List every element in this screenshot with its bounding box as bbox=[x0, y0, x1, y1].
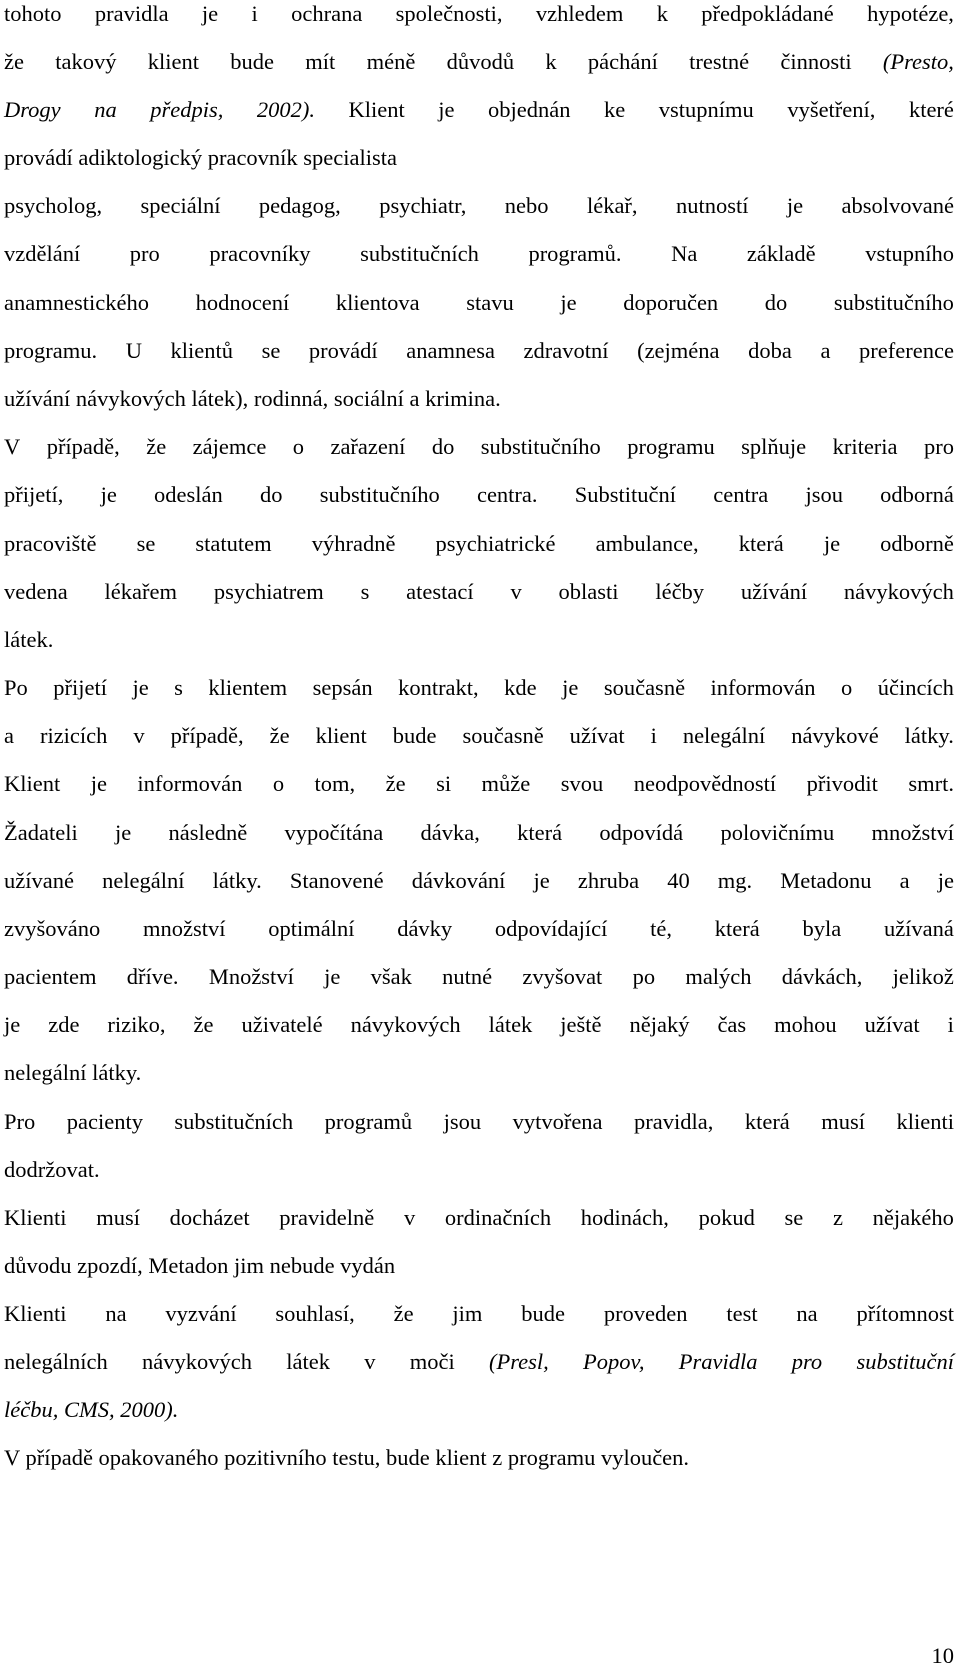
line-text: užívání návykových látek), rodinná, sociální a krimina. bbox=[4, 386, 501, 411]
citation-word: Popov, bbox=[583, 1349, 645, 1374]
citation-word: pro bbox=[791, 1349, 823, 1374]
word: nelegální bbox=[682, 723, 766, 748]
word: jelikož bbox=[892, 964, 954, 989]
word: speciální bbox=[140, 193, 221, 218]
word: i bbox=[947, 1012, 954, 1037]
word: pracoviště bbox=[4, 531, 97, 556]
line-text: provádí adiktologický pracovník specialista bbox=[4, 145, 398, 170]
word: moči bbox=[409, 1349, 455, 1374]
word: užívaná bbox=[883, 916, 954, 941]
word: vstupního bbox=[865, 241, 954, 266]
word: jsou bbox=[443, 1109, 482, 1134]
word: čas bbox=[717, 1012, 747, 1037]
word: optimální bbox=[268, 916, 355, 941]
word: doba bbox=[748, 338, 792, 363]
word: po bbox=[632, 964, 656, 989]
word: v bbox=[510, 579, 522, 604]
text-line bbox=[4, 1300, 954, 1328]
word: tom, bbox=[314, 771, 356, 796]
word: je bbox=[132, 675, 149, 700]
word: která bbox=[738, 531, 784, 556]
word: množství bbox=[871, 820, 954, 845]
text-line bbox=[4, 1204, 954, 1232]
word: však bbox=[370, 964, 412, 989]
word: substitučních bbox=[360, 241, 479, 266]
word: centra bbox=[713, 482, 769, 507]
text-line bbox=[4, 770, 954, 798]
word: substitučních bbox=[174, 1109, 294, 1134]
text-line bbox=[4, 0, 954, 28]
text-line bbox=[4, 1252, 954, 1280]
word: nelegální bbox=[102, 868, 185, 893]
word: anamnesa bbox=[406, 338, 495, 363]
word: lékařem bbox=[104, 579, 177, 604]
citation-word: na bbox=[94, 97, 117, 122]
word: dávka, bbox=[420, 820, 480, 845]
text-line bbox=[4, 48, 954, 76]
word: důvodů bbox=[446, 49, 515, 74]
word: zájemce bbox=[192, 434, 267, 459]
word: klientů bbox=[170, 338, 234, 363]
word: předpokládané bbox=[701, 1, 834, 26]
word: méně bbox=[366, 49, 416, 74]
word: činnosti bbox=[780, 49, 852, 74]
word: psychiatr, bbox=[379, 193, 467, 218]
word: musí bbox=[821, 1109, 866, 1134]
word: Klienti bbox=[4, 1205, 67, 1230]
word: v bbox=[133, 723, 145, 748]
word: je bbox=[560, 290, 577, 315]
word: že bbox=[385, 771, 406, 796]
word: klientem bbox=[208, 675, 288, 700]
word: že bbox=[269, 723, 290, 748]
word: základě bbox=[746, 241, 816, 266]
word: a bbox=[899, 868, 910, 893]
word: přijetí, bbox=[4, 482, 64, 507]
word: programů bbox=[324, 1109, 413, 1134]
word: V bbox=[4, 434, 21, 459]
word: Klient bbox=[4, 771, 61, 796]
text-line bbox=[4, 289, 954, 317]
citation-word: předpis, bbox=[150, 97, 224, 122]
text-line bbox=[4, 1396, 954, 1424]
text-line bbox=[4, 433, 954, 461]
word: je bbox=[823, 531, 841, 556]
word: dávkách, bbox=[781, 964, 863, 989]
text-line bbox=[4, 963, 954, 991]
word: vzhledem bbox=[535, 1, 624, 26]
word: odborná bbox=[880, 482, 954, 507]
word: splňuje bbox=[741, 434, 807, 459]
word: případě, bbox=[46, 434, 120, 459]
word: s bbox=[360, 579, 370, 604]
word: substitučního bbox=[833, 290, 954, 315]
word: k bbox=[545, 49, 557, 74]
text-line bbox=[4, 481, 954, 509]
word: statutem bbox=[195, 531, 272, 556]
line-text: V případě opakovaného pozitivního testu, bude klient z programu vyloučen. bbox=[4, 1445, 690, 1470]
word: ke bbox=[604, 97, 626, 122]
word: nutností bbox=[675, 193, 749, 218]
line-text: látek. bbox=[4, 627, 54, 652]
text-line bbox=[4, 915, 954, 943]
word: odpovídá bbox=[599, 820, 684, 845]
word: nelegálních bbox=[4, 1349, 108, 1374]
word: o bbox=[272, 771, 285, 796]
word: pravidla, bbox=[634, 1109, 714, 1134]
word: látek bbox=[488, 1012, 533, 1037]
word: ambulance, bbox=[595, 531, 699, 556]
word: klientova bbox=[335, 290, 420, 315]
citation-word: Drogy bbox=[4, 97, 61, 122]
word: zde bbox=[48, 1012, 80, 1037]
word: nebo bbox=[504, 193, 549, 218]
word: Žadateli bbox=[4, 820, 78, 845]
word: hodinách, bbox=[580, 1205, 669, 1230]
word: zvyšováno bbox=[4, 916, 101, 941]
word: pracovníky bbox=[209, 241, 311, 266]
word: programu bbox=[627, 434, 715, 459]
word: mít bbox=[305, 49, 336, 74]
word: může bbox=[481, 771, 531, 796]
word: že bbox=[4, 49, 24, 74]
word: zvyšovat bbox=[522, 964, 603, 989]
word: že bbox=[146, 434, 167, 459]
word: vzdělání bbox=[4, 241, 81, 266]
word: se bbox=[136, 531, 156, 556]
citation-word: 2002). bbox=[256, 97, 315, 122]
word: případě, bbox=[170, 723, 244, 748]
word: Po bbox=[4, 675, 28, 700]
text-line bbox=[4, 240, 954, 268]
word: substitučního bbox=[480, 434, 601, 459]
word: vedena bbox=[4, 579, 68, 604]
word: proveden bbox=[603, 1301, 688, 1326]
word: hypotéze, bbox=[867, 1, 954, 26]
word: v bbox=[364, 1349, 376, 1374]
citation-word: substituční bbox=[856, 1349, 954, 1374]
text-line bbox=[4, 1011, 954, 1039]
word: tohoto bbox=[4, 1, 62, 26]
word: stavu bbox=[466, 290, 514, 315]
word: že bbox=[193, 1012, 214, 1037]
word: (zejména bbox=[637, 338, 720, 363]
word: pacientem bbox=[4, 964, 97, 989]
word: návykových bbox=[350, 1012, 461, 1037]
text-line bbox=[4, 867, 954, 895]
word: i bbox=[650, 723, 657, 748]
word: psycholog, bbox=[4, 193, 103, 218]
word: Na bbox=[671, 241, 698, 266]
word: je bbox=[562, 675, 579, 700]
line-text: nelegální látky. bbox=[4, 1060, 142, 1085]
text-line bbox=[4, 530, 954, 558]
word: informován bbox=[710, 675, 816, 700]
word: anamnestického bbox=[4, 290, 149, 315]
citation-word: (Presl, bbox=[489, 1349, 549, 1374]
word: neodpovědností bbox=[633, 771, 777, 796]
word: uživatelé bbox=[241, 1012, 323, 1037]
word: Pro bbox=[4, 1109, 36, 1134]
word: vstupnímu bbox=[658, 97, 754, 122]
text-line bbox=[4, 1348, 954, 1376]
word: je bbox=[201, 1, 219, 26]
word: malých bbox=[685, 964, 752, 989]
word: lékař, bbox=[586, 193, 638, 218]
word: jsou bbox=[805, 482, 843, 507]
word: zařazení bbox=[330, 434, 406, 459]
word: a bbox=[4, 723, 14, 748]
word: souhlasí, bbox=[275, 1301, 355, 1326]
word: doporučen bbox=[623, 290, 719, 315]
word: jim bbox=[452, 1301, 483, 1326]
text-line bbox=[4, 674, 954, 702]
word: odpovídající bbox=[494, 916, 608, 941]
text-line bbox=[4, 96, 954, 124]
word: užívané bbox=[4, 868, 74, 893]
word: byla bbox=[802, 916, 842, 941]
word: mohou bbox=[774, 1012, 837, 1037]
text-line bbox=[4, 337, 954, 365]
word: klient bbox=[147, 49, 200, 74]
word: preference bbox=[859, 338, 954, 363]
word: oblasti bbox=[558, 579, 619, 604]
word: a bbox=[820, 338, 831, 363]
word: látek bbox=[286, 1349, 330, 1374]
word: která bbox=[714, 916, 760, 941]
word: užívat bbox=[569, 723, 625, 748]
word: odborně bbox=[880, 531, 954, 556]
word: užívat bbox=[864, 1012, 920, 1037]
word: substitučního bbox=[319, 482, 440, 507]
text-line bbox=[4, 144, 954, 172]
text-line bbox=[4, 722, 954, 750]
word: nějaký bbox=[629, 1012, 690, 1037]
word: Množství bbox=[208, 964, 294, 989]
word: je bbox=[4, 1012, 21, 1037]
word: v bbox=[403, 1205, 416, 1230]
word: Klienti bbox=[4, 1301, 67, 1326]
word: dříve. bbox=[126, 964, 179, 989]
word: bude bbox=[521, 1301, 565, 1326]
word: Metadonu bbox=[780, 868, 872, 893]
word: Stanovené bbox=[289, 868, 384, 893]
page-number: 10 bbox=[931, 1643, 954, 1668]
word: kde bbox=[504, 675, 537, 700]
word: mg. bbox=[717, 868, 753, 893]
word: přivodit bbox=[806, 771, 878, 796]
word: společnosti, bbox=[395, 1, 503, 26]
word: následně bbox=[168, 820, 248, 845]
word: bude bbox=[230, 49, 275, 74]
word: o bbox=[840, 675, 853, 700]
word: přijetí bbox=[53, 675, 107, 700]
word: z bbox=[832, 1205, 843, 1230]
word: objednán bbox=[488, 97, 571, 122]
word: na bbox=[796, 1301, 818, 1326]
word: se bbox=[261, 338, 281, 363]
word: vypočítána bbox=[284, 820, 384, 845]
word: kontrakt, bbox=[398, 675, 479, 700]
word: Klient bbox=[348, 97, 405, 122]
word: vyzvání bbox=[165, 1301, 237, 1326]
word: kriteria bbox=[832, 434, 898, 459]
word: je bbox=[937, 868, 954, 893]
word: o bbox=[292, 434, 305, 459]
word: sepsán bbox=[312, 675, 373, 700]
word: informován bbox=[137, 771, 243, 796]
word: atestací bbox=[406, 579, 474, 604]
word: pravidelně bbox=[279, 1205, 375, 1230]
word: zdravotní bbox=[523, 338, 609, 363]
word: pokud bbox=[698, 1205, 755, 1230]
word: návykové bbox=[791, 723, 879, 748]
word: centra. bbox=[476, 482, 538, 507]
word: účincích bbox=[877, 675, 954, 700]
word: dávkování bbox=[411, 868, 506, 893]
word: látky. bbox=[212, 868, 262, 893]
word: přítomnost bbox=[856, 1301, 954, 1326]
word: absolvované bbox=[841, 193, 954, 218]
citation-word: Pravidla bbox=[678, 1349, 758, 1374]
word: svou bbox=[560, 771, 604, 796]
word: návykových bbox=[843, 579, 954, 604]
word: pedagog, bbox=[258, 193, 341, 218]
word: na bbox=[105, 1301, 127, 1326]
word: je bbox=[90, 771, 107, 796]
citation-word: (Presto, bbox=[882, 49, 954, 74]
word: je bbox=[100, 482, 117, 507]
word: i bbox=[251, 1, 258, 26]
word: do bbox=[764, 290, 788, 315]
word: současně bbox=[462, 723, 544, 748]
word: návykových bbox=[141, 1349, 252, 1374]
word: klient bbox=[315, 723, 367, 748]
word: je bbox=[786, 193, 804, 218]
text-line bbox=[4, 192, 954, 220]
word: rizicích bbox=[39, 723, 108, 748]
word: docházet bbox=[169, 1205, 250, 1230]
text-line bbox=[4, 626, 954, 654]
word: trestné bbox=[689, 49, 750, 74]
word: U bbox=[125, 338, 142, 363]
word: ordinačních bbox=[444, 1205, 552, 1230]
word: pro bbox=[923, 434, 954, 459]
line-text: dodržovat. bbox=[4, 1157, 100, 1182]
word: která bbox=[517, 820, 563, 845]
word: látky. bbox=[904, 723, 954, 748]
word: ochrana bbox=[291, 1, 363, 26]
word: je bbox=[115, 820, 132, 845]
text-line bbox=[4, 1059, 954, 1087]
text-line bbox=[4, 1108, 954, 1136]
word: pro bbox=[129, 241, 160, 266]
line-text: důvodu zpozdí, Metadon jim nebude vydán bbox=[4, 1253, 396, 1278]
word: k bbox=[656, 1, 668, 26]
word: s bbox=[174, 675, 183, 700]
word: je bbox=[533, 868, 550, 893]
word: test bbox=[726, 1301, 758, 1326]
text-line bbox=[4, 385, 954, 413]
text-line bbox=[4, 1156, 954, 1184]
text-line bbox=[4, 819, 954, 847]
word: do bbox=[260, 482, 283, 507]
word: provádí bbox=[308, 338, 378, 363]
word: programu. bbox=[4, 338, 98, 363]
text-line bbox=[4, 1444, 954, 1472]
word: užívání bbox=[740, 579, 808, 604]
word: psychiatrem bbox=[213, 579, 324, 604]
word: takový bbox=[55, 49, 117, 74]
word: současně bbox=[603, 675, 686, 700]
word: výhradně bbox=[311, 531, 396, 556]
word: je bbox=[438, 97, 455, 122]
word: hodnocení bbox=[195, 290, 290, 315]
word: je bbox=[324, 964, 341, 989]
word: které bbox=[908, 97, 954, 122]
word: léčby bbox=[655, 579, 705, 604]
word: se bbox=[784, 1205, 804, 1230]
word: Substituční bbox=[574, 482, 677, 507]
word: té, bbox=[650, 916, 673, 941]
word: že bbox=[393, 1301, 414, 1326]
word: vyšetření, bbox=[787, 97, 876, 122]
word: si bbox=[436, 771, 452, 796]
word: vytvořena bbox=[512, 1109, 603, 1134]
word: množství bbox=[142, 916, 226, 941]
word: psychiatrické bbox=[435, 531, 556, 556]
word: do bbox=[431, 434, 455, 459]
text-line bbox=[4, 578, 954, 606]
word: klienti bbox=[896, 1109, 954, 1134]
word: smrt. bbox=[908, 771, 954, 796]
word: programů. bbox=[528, 241, 622, 266]
word: 40 bbox=[667, 868, 690, 893]
word: odeslán bbox=[154, 482, 223, 507]
word: nějakého bbox=[872, 1205, 954, 1230]
word: která bbox=[744, 1109, 790, 1134]
word: pravidla bbox=[94, 1, 169, 26]
word: ještě bbox=[560, 1012, 602, 1037]
word: páchání bbox=[587, 49, 658, 74]
word: dávky bbox=[397, 916, 453, 941]
word: nutné bbox=[442, 964, 493, 989]
word: musí bbox=[96, 1205, 140, 1230]
word: bude bbox=[392, 723, 437, 748]
word: polovičnímu bbox=[720, 820, 835, 845]
word: riziko, bbox=[107, 1012, 166, 1037]
word: zhruba bbox=[577, 868, 640, 893]
word: pacienty bbox=[66, 1109, 143, 1134]
citation-text: léčbu, CMS, 2000). bbox=[4, 1397, 179, 1422]
